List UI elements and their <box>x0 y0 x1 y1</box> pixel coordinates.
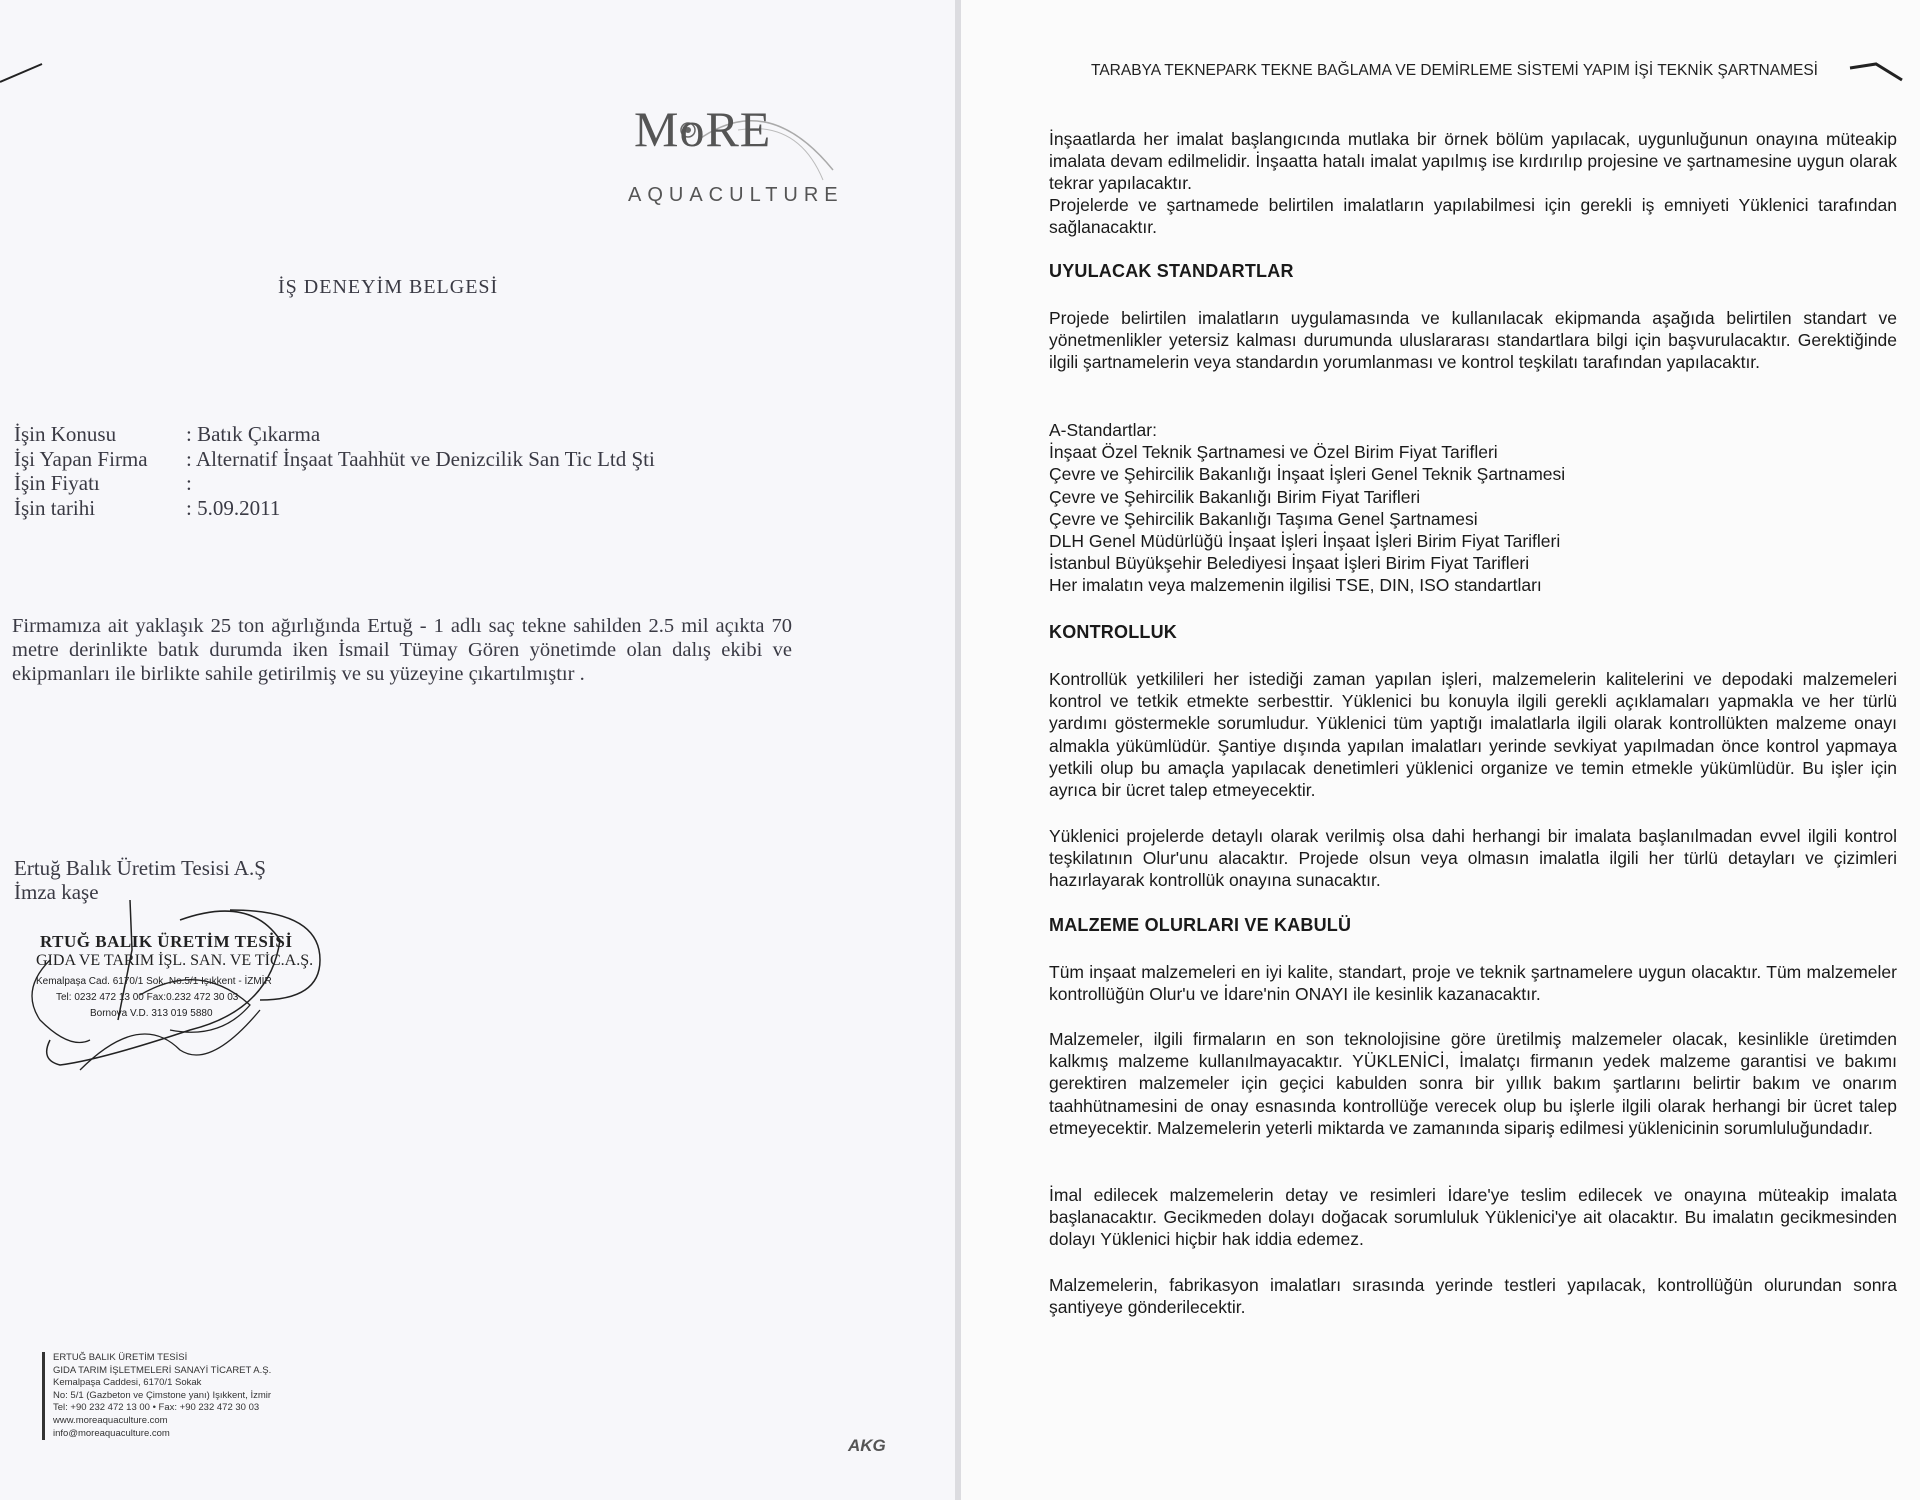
company-stamp <box>20 900 340 1080</box>
control-paragraph: Kontrollük yetkilileri her istediği zaman yapılan işleri, malzemelerin kalitelerini ve depodaki malzemeleri kontrol ve tetkik etmekte serbesttir. Yüklenici bu konuyla ilgili gerekli açıklamaları yapmakla ve her türlü yardımı göstermekle sorumludur. Yüklenici tüm yaptığı imalatlarla ilgili olarak kontrollükten malzeme onayı almakla yükümlüdür. Şantiye dışında yapılan imalatları yerinde sevkiyat yapılmadan önce kontrol yapmaya yetkili olup bu amaçla yapılacak denetimleri yüklenici organize ve temin etmekle yükümlüdür. Bu işler için ayrıca bir ücret talep etmeyecektir. <box>1049 669 1897 801</box>
stamp-line: Kemalpaşa Cad. 6170/1 Sok. No.5/1 Işıkkent - İZMİR <box>36 976 272 987</box>
signature-company: Ertuğ Balık Üretim Tesisi A.Ş <box>14 856 266 880</box>
materials-paragraph: İmal edilecek malzemelerin detay ve resimleri İdare'ye teslim edilecek ve onayına müteakip imalata başlanacaktır. Gecikmeden dolayı doğacak sorumluluk Yüklenici'ye ait olacaktır. Bu imalatın gecikmesinden dolayı Yüklenici hiçbir hak iddia edemez. <box>1049 1185 1897 1250</box>
standards-list <box>1049 419 1565 597</box>
list-item: Her imalatın veya malzemenin ilgilisi TSE, DIN, ISO standartları <box>1049 575 1542 596</box>
materials-paragraph: Tüm inşaat malzemeleri en iyi kalite, standart, proje ve teknik şartnamelere uygun olacaktır. Tüm malzemeler kontrollüğün Olur'u ve İdare'nin ONAYI ile kesinlik kazanacaktır. <box>1049 962 1897 1005</box>
footer-line: info@moreaquaculture.com <box>53 1427 170 1439</box>
letterhead-footer <box>42 1352 271 1440</box>
signature-block <box>14 856 266 904</box>
left-page <box>0 0 955 1500</box>
list-item: DLH Genel Müdürlüğü İnşaat İşleri İnşaat İşleri Birim Fiyat Tarifleri <box>1049 531 1561 552</box>
footer-line: Tel: +90 232 472 13 00 • Fax: +90 232 472 30 03 <box>53 1402 260 1414</box>
materials-paragraph: Malzemeler, ilgili firmaların en son teknolojisine göre üretilmiş malzemeler olacak, kesinlikle üretimden kalkmış malzeme kullanılmayacaktır. YÜKLENİCİ, İmalatçı firmanın yedek malzeme garantisi ve bakımı gerektiren malzemeler için geçici kabulden sonra bir yıllık bakım şartlarını belirtir bakım ve onarım taahhütnamesini de onay esnasında kontrollüğe verecek olup bu işlerle ilgili olarak herhangi bir ücret talep etmeyecektir. Malzemelerin yeterli miktarda ve zamanında sipariş edilmesi yüklenicinin sorumluluğundadır. <box>1049 1029 1897 1138</box>
footer-line: No: 5/1 (Gazbeton ve Çimstone yanı) Işıkkent, İzmir <box>53 1389 272 1401</box>
stamp-line: Bornova V.D. 313 019 5880 <box>90 1008 213 1019</box>
standards-paragraph: Projede belirtilen imalatların uygulamasında ve kullanılacak ekipmanda aşağıda belirtilen standart ve yönetmenlikler yetersiz kalması durumunda uluslararası standartlara bilgi için başvurulacaktır. Gerektiğinde ilgili şartnamelerin veya standardın yorumlanması ve kontrol teşkilatı tarafından yapılacaktır. <box>1049 308 1897 373</box>
field-row <box>14 471 655 496</box>
field-row <box>14 447 655 472</box>
list-item: Çevre ve Şehircilik Bakanlığı Birim Fiyat Tarifleri <box>1049 486 1421 507</box>
margin-mark <box>0 56 60 96</box>
field-value: : Alternatif İnşaat Taahhüt ve Denizcilik San Tic Ltd Şti <box>186 446 655 471</box>
logo-subtitle: AQUACULTURE <box>628 184 844 206</box>
field-value: : <box>186 471 192 495</box>
field-label: İşi Yapan Firma <box>14 446 148 471</box>
field-label: İşin Konusu <box>14 422 117 446</box>
handwritten-signature-icon <box>20 900 340 1080</box>
field-row <box>14 496 655 521</box>
field-label: İşin tarihi <box>14 495 96 520</box>
signature-label: İmza kaşe <box>14 880 99 904</box>
footer-line: www.moreaquaculture.com <box>53 1414 168 1426</box>
intro-paragraph: Projelerde ve şartnamede belirtilen imalatların yapılabilmesi için gerekli iş emniyeti Yüklenici tarafından sağlanacaktır. <box>1049 195 1897 238</box>
field-value: : Batık Çıkarma <box>186 422 321 446</box>
right-page <box>961 0 1920 1500</box>
margin-mark <box>1846 58 1906 88</box>
list-item: İstanbul Büyükşehir Belediyesi İnşaat İşleri Birim Fiyat Tarifleri <box>1049 553 1530 574</box>
section-heading-materials: MALZEME OLURLARI VE KABULÜ <box>1049 915 1352 935</box>
intro-paragraph: İnşaatlarda her imalat başlangıcında mutlaka bir örnek bölüm yapılacak, uygunluğunun onayına müteakip imalata devam edilmelidir. İnşaatta hatalı imalat yapılmış ise kırdırılıp projesine ve şartnamesine uygun olarak tekrar yapılacaktır. <box>1049 129 1897 194</box>
stamp-line: RTUĞ BALIK ÜRETİM TESİSİ <box>40 932 293 951</box>
spec-header: TARABYA TEKNEPARK TEKNE BAĞLAMA VE DEMİRLEME SİSTEMİ YAPIM İŞİ TEKNİK ŞARTNAMESİ <box>1091 62 1818 79</box>
materials-paragraph: Malzemelerin, fabrikasyon imalatları sırasında yerinde testleri yapılacak, kontrollüğün olurundan sonra şantiyeye gönderilecektir. <box>1049 1275 1897 1318</box>
job-fields <box>14 422 655 520</box>
list-item: Çevre ve Şehircilik Bakanlığı Taşıma Genel Şartnamesi <box>1049 508 1478 529</box>
list-item: Çevre ve Şehircilik Bakanlığı İnşaat İşleri Genel Teknik Şartnamesi <box>1049 464 1566 485</box>
control-paragraph: Yüklenici projelerde detaylı olarak verilmiş olsa dahi herhangi bir imalata başlanılmadan evvel ilgili kontrol teşkilatının Olur'unu alacaktır. Projede olsun veya olmasın imalatla ilgili her türlü detayları ve çizimleri hazırlayarak kontrollük onayına sunacaktır. <box>1049 826 1897 891</box>
field-row <box>14 422 655 447</box>
section-heading-standards: UYULACAK STANDARTLAR <box>1049 261 1294 281</box>
list-title: A-Standartlar: <box>1049 420 1157 440</box>
field-value: : 5.09.2011 <box>186 495 281 520</box>
document-title: İŞ DENEYİM BELGESİ <box>278 276 499 298</box>
list-item: İnşaat Özel Teknik Şartnamesi ve Özel Birim Fiyat Tarifleri <box>1049 442 1498 463</box>
section-heading-control: KONTROLLUK <box>1049 622 1177 642</box>
akg-mark: AKG <box>848 1436 886 1455</box>
footer-line: Kemalpaşa Caddesi, 6170/1 Sokak <box>53 1377 202 1389</box>
footer-line: ERTUĞ BALIK ÜRETİM TESİSİ <box>53 1352 188 1363</box>
logo-mark: MoRE <box>634 101 772 157</box>
footer-line: GIDA TARIM İŞLETMELERİ SANAYİ TİCARET A.Ş. <box>53 1364 272 1376</box>
stamp-line: Tel: 0232 472 13 00 Fax:0.232 472 30 03 <box>56 992 239 1003</box>
field-label: İşin Fiyatı <box>14 471 100 495</box>
body-paragraph: Firmamıza ait yaklaşık 25 ton ağırlığında Ertuğ - 1 adlı saç tekne sahilden 2.5 mil açıkta 70 metre derinlikte batık durumda iken İsmail Tümay Gören yönetimde olan dalış ekibi ve ekipmanları ile birlikte sahile getirilmiş ve su yüzeyine çıkartılmıştır . <box>12 615 792 685</box>
stamp-line: GIDA VE TARIM İŞL. SAN. VE TİC.A.Ş. <box>36 952 314 969</box>
